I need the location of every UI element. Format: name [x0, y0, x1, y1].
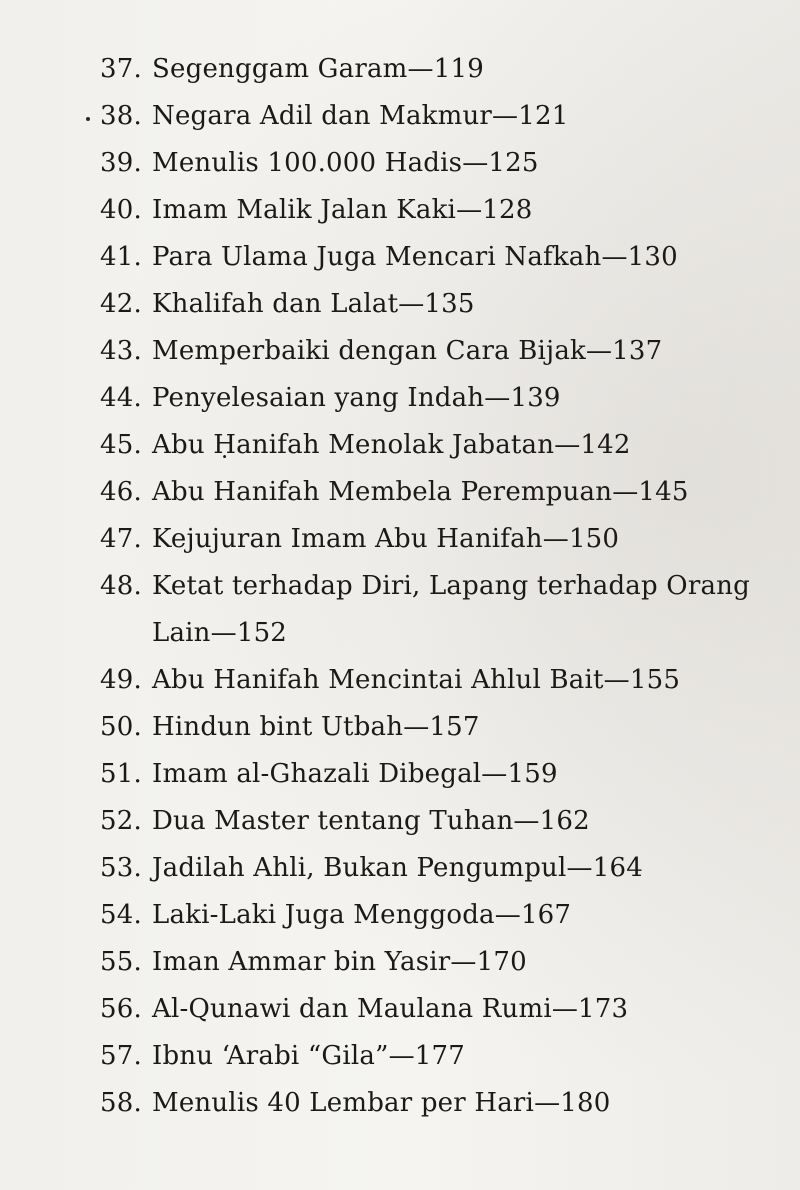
toc-entry [100, 892, 780, 939]
entry-title: Penyelesaian yang Indah—139 [152, 383, 561, 413]
entry-number: 46. [100, 477, 142, 507]
entry-number: 38. [100, 101, 142, 131]
toc-entry [100, 93, 780, 140]
toc-entry [100, 46, 780, 93]
entry-title: Al-Qunawi dan Maulana Rumi—173 [152, 994, 629, 1024]
toc-entry [100, 469, 780, 516]
table-of-contents [100, 46, 780, 1127]
entry-number: 40. [100, 195, 142, 225]
toc-entry [100, 187, 780, 234]
toc-entry [100, 751, 780, 798]
entry-title: Menulis 100.000 Hadis—125 [152, 148, 539, 178]
entry-title: Segenggam Garam—119 [152, 54, 484, 84]
entry-title: Imam Malik Jalan Kaki—128 [152, 195, 533, 225]
entry-title: Khalifah dan Lalat—135 [152, 289, 475, 319]
entry-title: Abu Hanifah Mencintai Ahlul Bait—155 [152, 665, 681, 695]
entry-number: 48. [100, 571, 142, 601]
toc-entry [100, 1033, 780, 1080]
entry-number: 52. [100, 806, 142, 836]
entry-title: Negara Adil dan Makmur—121 [152, 101, 569, 131]
toc-entry [100, 328, 780, 375]
toc-entry [100, 516, 780, 563]
toc-entry [100, 1080, 780, 1127]
ink-dot [86, 117, 90, 121]
entry-title: Abu Hanifah Membela Perempuan—145 [152, 477, 689, 507]
entry-number: 42. [100, 289, 142, 319]
entry-number: 41. [100, 242, 142, 272]
entry-number: 43. [100, 336, 142, 366]
entry-title: Imam al-Ghazali Dibegal—159 [152, 759, 558, 789]
entry-number: 51. [100, 759, 142, 789]
entry-title: Abu Ḥanifah Menolak Jabatan—142 [152, 430, 631, 460]
entry-number: 47. [100, 524, 142, 554]
toc-entry [100, 422, 780, 469]
entry-title: Para Ulama Juga Mencari Nafkah—130 [152, 242, 678, 272]
entry-title: Dua Master tentang Tuhan—162 [152, 806, 590, 836]
toc-entry [100, 140, 780, 187]
entry-number: 55. [100, 947, 142, 977]
toc-entry [100, 234, 780, 281]
toc-entry [100, 845, 780, 892]
entry-title: Kejujuran Imam Abu Hanifah—150 [152, 524, 620, 554]
entry-title: Memperbaiki dengan Cara Bijak—137 [152, 336, 663, 366]
toc-entry [100, 704, 780, 751]
entry-title: Ibnu ‘Arabi “Gila”—177 [152, 1041, 466, 1071]
toc-entry [100, 939, 780, 986]
toc-entry [100, 281, 780, 328]
entry-title: Menulis 40 Lembar per Hari—180 [152, 1088, 611, 1118]
toc-entry [100, 563, 780, 657]
entry-number: 56. [100, 994, 142, 1024]
entry-number: 37. [100, 54, 142, 84]
entry-number: 54. [100, 900, 142, 930]
entry-number: 53. [100, 853, 142, 883]
entry-number: 50. [100, 712, 142, 742]
toc-entry [100, 375, 780, 422]
entry-number: 58. [100, 1088, 142, 1118]
entry-number: 44. [100, 383, 142, 413]
entry-title: Laki-Laki Juga Menggoda—167 [152, 900, 572, 930]
entry-number: 49. [100, 665, 142, 695]
entry-number: 39. [100, 148, 142, 178]
entry-number: 57. [100, 1041, 142, 1071]
entry-title: Iman Ammar bin Yasir—170 [152, 947, 527, 977]
entry-title: Ketat terhadap Diri, Lapang terhadap Orang Lain—152 [152, 571, 750, 648]
entry-number: 45. [100, 430, 142, 460]
toc-entry [100, 798, 780, 845]
entry-title: Hindun bint Utbah—157 [152, 712, 480, 742]
toc-entry [100, 657, 780, 704]
entry-title: Jadilah Ahli, Bukan Pengumpul—164 [152, 853, 643, 883]
toc-entry [100, 986, 780, 1033]
